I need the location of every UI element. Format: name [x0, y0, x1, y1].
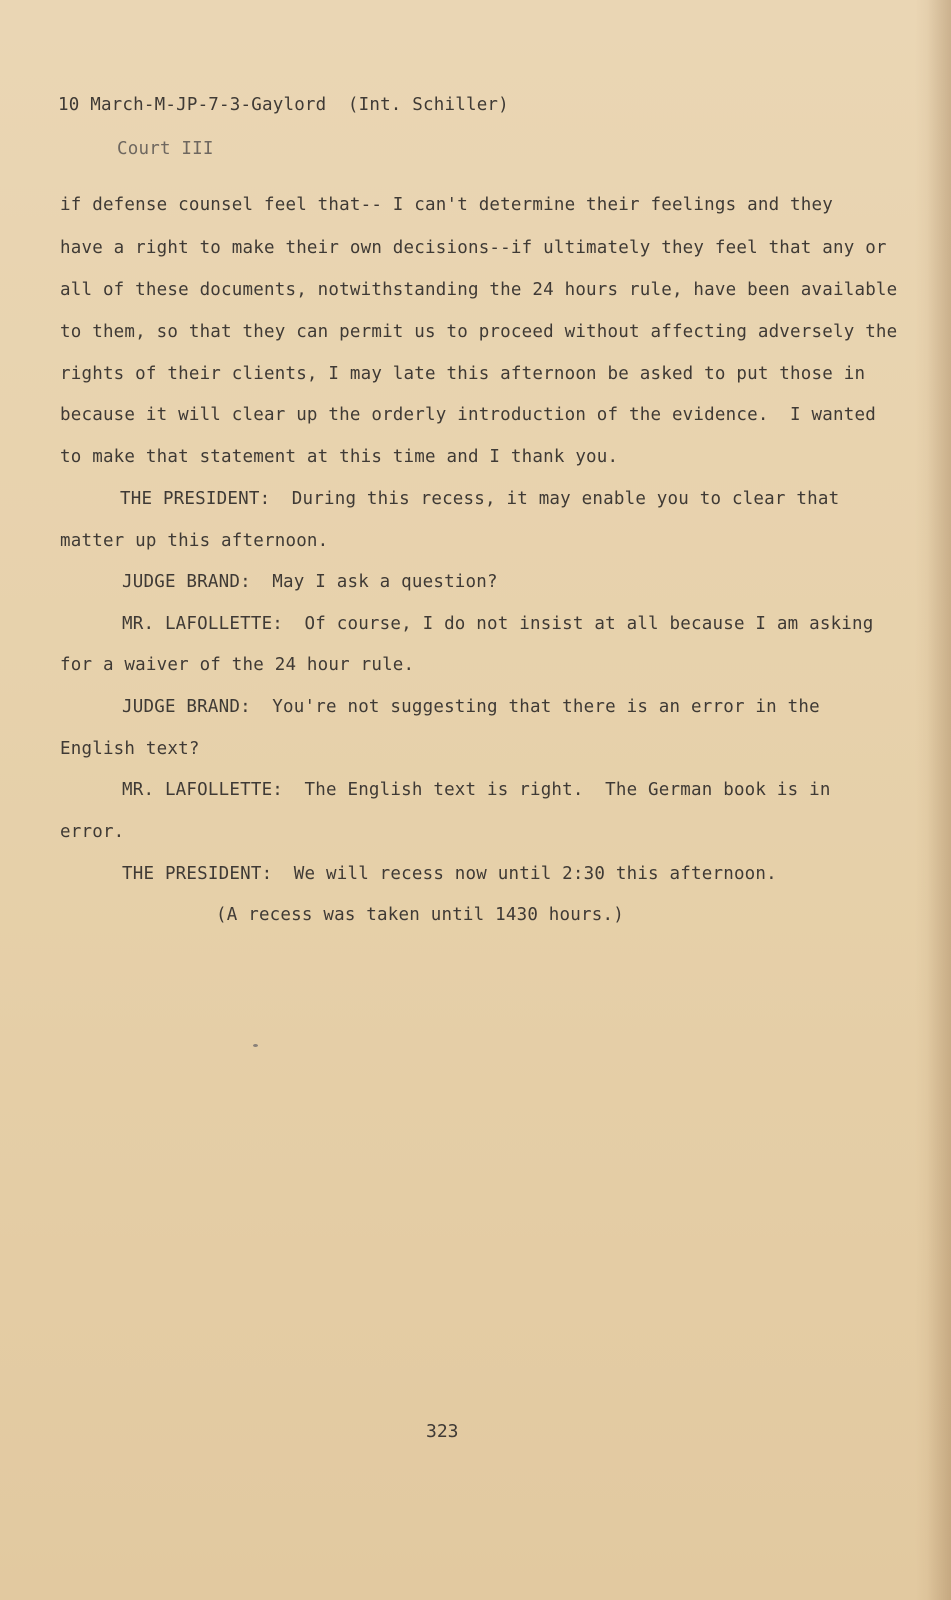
page-edge-shadow	[927, 0, 951, 1600]
body-line-7: to make that statement at this time and I thank you.	[60, 447, 619, 467]
paper-speck	[253, 1044, 258, 1047]
body-line-4: to them, so that they can permit us to proceed without affecting adversely the	[60, 322, 898, 342]
body-line-2: have a right to make their own decisions--if ultimately they feel that any or	[60, 238, 887, 258]
speaker-judge-brand-line: JUDGE BRAND: May I ask a question?	[122, 572, 498, 592]
header-reference: 10 March-M-JP-7-3-Gaylord (Int. Schiller)	[58, 95, 509, 115]
speaker-president-line-2: THE PRESIDENT: We will recess now until 2:30 this afternoon.	[122, 864, 777, 884]
recess-note: (A recess was taken until 1430 hours.)	[216, 905, 624, 925]
body-line-6: because it will clear up the orderly introduction of the evidence. I wanted	[60, 405, 876, 425]
speaker-lafollette-line-2: MR. LAFOLLETTE: The English text is right. The German book is in	[122, 780, 831, 800]
body-line-5: rights of their clients, I may late this afternoon be asked to put those in	[60, 364, 866, 384]
body-line-3: all of these documents, notwithstanding the 24 hours rule, have been available	[60, 280, 898, 300]
body-line-9: for a waiver of the 24 hour rule.	[60, 655, 415, 675]
body-line-1: if defense counsel feel that-- I can't determine their feelings and they	[60, 195, 833, 215]
speaker-judge-brand-line-2: JUDGE BRAND: You're not suggesting that there is an error in the	[122, 697, 820, 717]
speaker-lafollette-line: MR. LAFOLLETTE: Of course, I do not insist at all because I am asking	[122, 614, 874, 634]
body-line-10: English text?	[60, 739, 200, 759]
header-court: Court III	[117, 139, 214, 159]
body-line-8: matter up this afternoon.	[60, 531, 329, 551]
page-number: 323	[426, 1421, 459, 1442]
speaker-president-line: THE PRESIDENT: During this recess, it may enable you to clear that	[120, 489, 840, 509]
body-line-11: error.	[60, 822, 125, 842]
